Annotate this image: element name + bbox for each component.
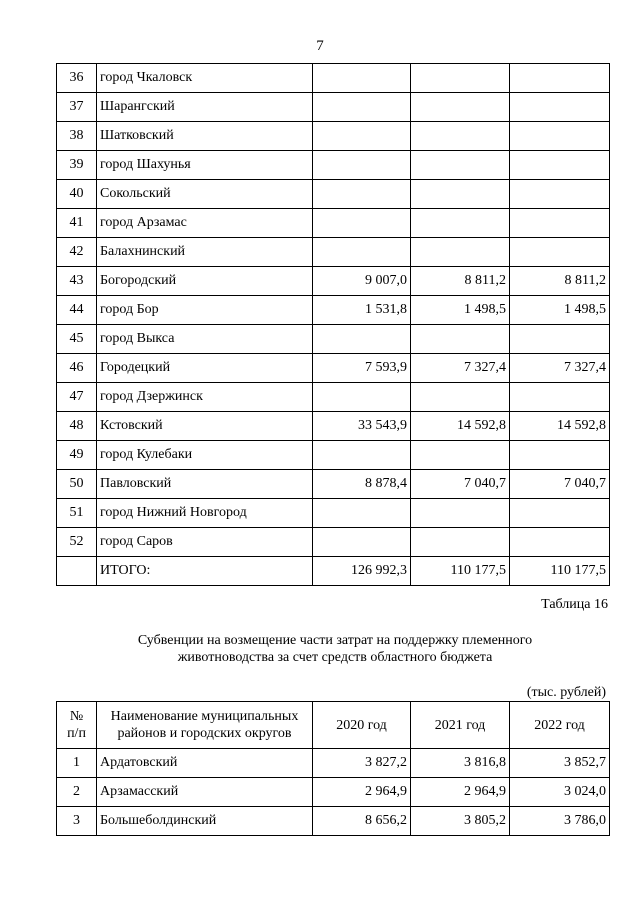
table-row	[57, 528, 610, 557]
cell-2021	[411, 180, 510, 209]
cell-2020: 7 593,9	[313, 354, 411, 383]
header-name-line-1: Наименование муниципальных	[110, 709, 299, 724]
cell-2020	[313, 238, 411, 267]
cell-2021	[411, 383, 510, 412]
page-number: 7	[316, 38, 324, 54]
cell-num: 52	[57, 528, 97, 557]
cell-num	[57, 557, 97, 586]
table-row	[57, 807, 610, 836]
cell-2021: 2 964,9	[411, 778, 510, 807]
cell-2020: 3 827,2	[313, 749, 411, 778]
cell-2022: 14 592,8	[510, 412, 610, 441]
table-body	[57, 749, 610, 836]
table-row	[57, 749, 610, 778]
cell-2020: 2 964,9	[313, 778, 411, 807]
cell-2021: 110 177,5	[411, 557, 510, 586]
cell-2021: 3 805,2	[411, 807, 510, 836]
cell-num: 37	[57, 93, 97, 122]
cell-num: 43	[57, 267, 97, 296]
cell-2021	[411, 209, 510, 238]
table-row	[57, 499, 610, 528]
table-row	[57, 93, 610, 122]
cell-2022: 110 177,5	[510, 557, 610, 586]
cell-2021: 7 327,4	[411, 354, 510, 383]
cell-num: 45	[57, 325, 97, 354]
header-2022: 2022 год	[510, 702, 610, 749]
cell-2020	[313, 64, 411, 93]
cell-2021	[411, 441, 510, 470]
cell-num: 47	[57, 383, 97, 412]
cell-2022	[510, 441, 610, 470]
cell-name: город Кулебаки	[97, 441, 313, 470]
cell-2021: 1 498,5	[411, 296, 510, 325]
table-caption	[0, 632, 640, 666]
cell-2020: 9 007,0	[313, 267, 411, 296]
cell-name: Кстовский	[97, 412, 313, 441]
units-label: (тыс. рублей)	[526, 685, 606, 700]
cell-name: Павловский	[97, 470, 313, 499]
cell-name: Сокольский	[97, 180, 313, 209]
table-label: Таблица 16	[541, 597, 608, 612]
cell-2020: 1 531,8	[313, 296, 411, 325]
cell-num: 50	[57, 470, 97, 499]
cell-name: город Саров	[97, 528, 313, 557]
table-row	[57, 470, 610, 499]
cell-2022: 3 852,7	[510, 749, 610, 778]
cell-2021	[411, 122, 510, 151]
table-row	[57, 122, 610, 151]
header-num-line-1: №	[69, 709, 84, 724]
cell-2022: 1 498,5	[510, 296, 610, 325]
cell-2022	[510, 383, 610, 412]
cell-2022: 7 040,7	[510, 470, 610, 499]
cell-num: 1	[57, 749, 97, 778]
cell-2022	[510, 122, 610, 151]
table-row	[57, 151, 610, 180]
table-row	[57, 64, 610, 93]
cell-2022: 7 327,4	[510, 354, 610, 383]
header-num-line-2: п/п	[67, 726, 86, 741]
cell-2021	[411, 64, 510, 93]
cell-2022: 3 786,0	[510, 807, 610, 836]
cell-2021: 14 592,8	[411, 412, 510, 441]
cell-2020	[313, 441, 411, 470]
cell-2020	[313, 180, 411, 209]
cell-name: Большеболдинский	[97, 807, 313, 836]
header-name-line-2: районов и городских округов	[117, 726, 292, 741]
cell-2022	[510, 180, 610, 209]
subsidy-table-continued	[56, 63, 610, 586]
cell-2022	[510, 64, 610, 93]
cell-2022	[510, 325, 610, 354]
cell-num: 46	[57, 354, 97, 383]
table-row	[57, 209, 610, 238]
cell-num: 51	[57, 499, 97, 528]
cell-name: Ардатовский	[97, 749, 313, 778]
cell-name: Богородский	[97, 267, 313, 296]
cell-2021: 7 040,7	[411, 470, 510, 499]
table-row	[57, 354, 610, 383]
cell-2021	[411, 499, 510, 528]
cell-2022	[510, 93, 610, 122]
cell-name: Балахнинский	[97, 238, 313, 267]
cell-2020	[313, 383, 411, 412]
cell-name: Шатковский	[97, 122, 313, 151]
cell-2021	[411, 528, 510, 557]
cell-2020	[313, 209, 411, 238]
table-row	[57, 778, 610, 807]
cell-2020	[313, 528, 411, 557]
cell-2021	[411, 93, 510, 122]
header-num	[57, 702, 97, 749]
table-row	[57, 296, 610, 325]
header-2020: 2020 год	[313, 702, 411, 749]
cell-num: 36	[57, 64, 97, 93]
breeding-subsidy-table	[56, 701, 610, 836]
cell-name: город Арзамас	[97, 209, 313, 238]
cell-num: 48	[57, 412, 97, 441]
cell-name: город Шахунья	[97, 151, 313, 180]
cell-name: Городецкий	[97, 354, 313, 383]
table-row	[57, 238, 610, 267]
cell-name: город Чкаловск	[97, 64, 313, 93]
cell-2021	[411, 238, 510, 267]
cell-num: 41	[57, 209, 97, 238]
cell-2020: 8 656,2	[313, 807, 411, 836]
cell-num: 38	[57, 122, 97, 151]
cell-num: 40	[57, 180, 97, 209]
cell-2022	[510, 499, 610, 528]
cell-num: 2	[57, 778, 97, 807]
cell-2022	[510, 238, 610, 267]
table-row	[57, 383, 610, 412]
table-body	[57, 64, 610, 586]
cell-name: город Нижний Новгород	[97, 499, 313, 528]
cell-2020	[313, 325, 411, 354]
header-row	[57, 702, 610, 749]
cell-2021	[411, 325, 510, 354]
cell-num: 39	[57, 151, 97, 180]
caption-line-1: Субвенции на возмещение части затрат на поддержку племенного	[137, 633, 533, 648]
cell-name: город Дзержинск	[97, 383, 313, 412]
table-row	[57, 325, 610, 354]
cell-2020	[313, 151, 411, 180]
cell-num: 49	[57, 441, 97, 470]
table-row	[57, 557, 610, 586]
cell-2022: 3 024,0	[510, 778, 610, 807]
header-2021: 2021 год	[411, 702, 510, 749]
cell-2022	[510, 209, 610, 238]
cell-2022: 8 811,2	[510, 267, 610, 296]
cell-2020: 33 543,9	[313, 412, 411, 441]
cell-name: Шарангский	[97, 93, 313, 122]
cell-name: Арзамасский	[97, 778, 313, 807]
cell-2020: 8 878,4	[313, 470, 411, 499]
cell-2022	[510, 151, 610, 180]
cell-2021: 3 816,8	[411, 749, 510, 778]
table-row	[57, 180, 610, 209]
cell-2020	[313, 499, 411, 528]
cell-2020	[313, 93, 411, 122]
cell-num: 3	[57, 807, 97, 836]
cell-2021	[411, 151, 510, 180]
cell-num: 44	[57, 296, 97, 325]
table-row	[57, 267, 610, 296]
cell-2020	[313, 122, 411, 151]
header-name	[97, 702, 313, 749]
cell-2021: 8 811,2	[411, 267, 510, 296]
cell-2022	[510, 528, 610, 557]
cell-num: 42	[57, 238, 97, 267]
caption-line-2: животноводства за счет средств областного бюджета	[177, 650, 493, 665]
table-row	[57, 412, 610, 441]
cell-2020: 126 992,3	[313, 557, 411, 586]
table-row	[57, 441, 610, 470]
cell-name: ИТОГО:	[97, 557, 313, 586]
cell-name: город Бор	[97, 296, 313, 325]
cell-name: город Выкса	[97, 325, 313, 354]
